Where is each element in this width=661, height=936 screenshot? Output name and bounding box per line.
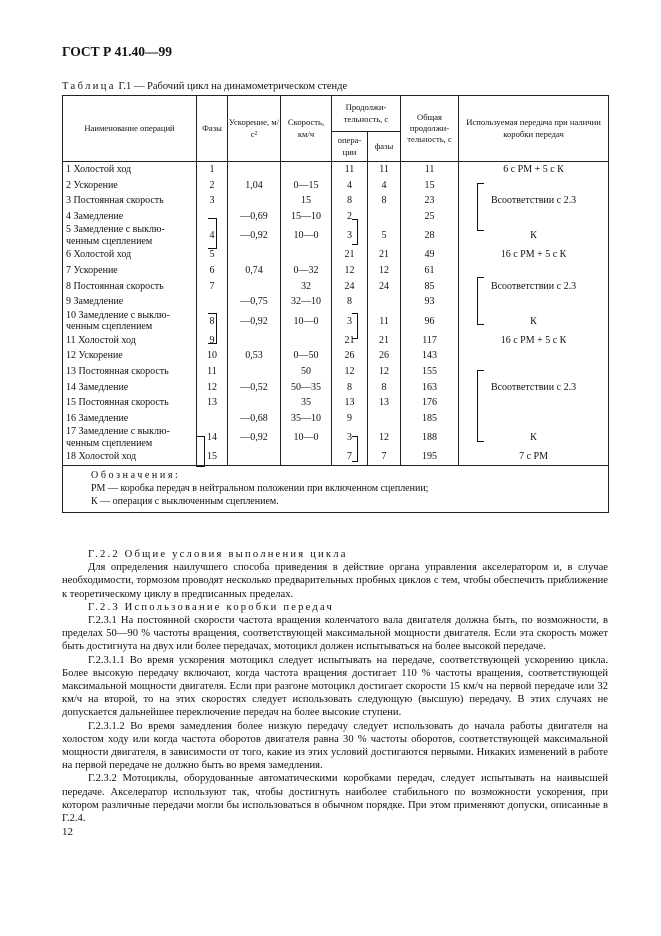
table-cell: 3 — [332, 224, 368, 247]
table-cell: 5 — [368, 224, 401, 247]
table-cell — [459, 348, 609, 364]
table-cell: 0,53 — [228, 348, 281, 364]
table-cell: —0,92 — [228, 426, 281, 449]
table-cell: 195 — [401, 449, 459, 465]
table-cell: 7 Ускорение — [63, 263, 197, 279]
table-cell: 13 — [368, 395, 401, 411]
table-cell: 11 — [401, 162, 459, 178]
table-cell: Всоответствии с 2.3 — [459, 279, 609, 295]
table-cell: 4 — [197, 224, 228, 247]
table-row — [63, 449, 609, 465]
col-dur-op-header: опера-ции — [332, 132, 368, 162]
table-cell: —0,75 — [228, 294, 281, 310]
table-cell: К — [459, 426, 609, 449]
table-cell: 3 — [332, 426, 368, 449]
table-row — [63, 380, 609, 396]
table-cell: 13 Постоянная скорость — [63, 364, 197, 380]
table-cell: К — [459, 224, 609, 247]
table-cell: 8 — [332, 193, 368, 209]
table-cell: 12 — [197, 380, 228, 396]
table-cell: 2 — [332, 209, 368, 225]
table-row — [63, 178, 609, 194]
table-cell: 0,74 — [228, 263, 281, 279]
table-cell: К — [459, 310, 609, 333]
table-row — [63, 162, 609, 178]
table-cell: —0,68 — [228, 411, 281, 427]
gear-bracket-1 — [477, 183, 484, 231]
table-cell: 14 Замедление — [63, 380, 197, 396]
table-cell — [197, 294, 228, 310]
table-cell: 26 — [368, 348, 401, 364]
table-cell: 21 — [332, 247, 368, 263]
table-cell: 11 — [368, 162, 401, 178]
table-cell: 1,04 — [228, 178, 281, 194]
table-cell: —0,92 — [228, 224, 281, 247]
table-cell: 10—0 — [281, 224, 332, 247]
table-row — [63, 279, 609, 295]
col-total-header: Общая продолжи-тельность, с — [401, 96, 459, 162]
table-cell: 61 — [401, 263, 459, 279]
table-cell: —0,52 — [228, 380, 281, 396]
table-cell: —0,69 — [228, 209, 281, 225]
table-cell: 11 Холостой ход — [63, 333, 197, 349]
table-cell: 155 — [401, 364, 459, 380]
table-cell: 49 — [401, 247, 459, 263]
section-g2312: Г.2.3.1.2 Во время замедления более низкую передачу следует использовать до начала работы двигателя на холостом ходу или когда частота оборотов двигателя равна 30 % частоты оборотов, соответствующей максимальной мощности двигателя, в зависимости от того, какие из этих условий достигаются первыми. Никаких изменений в работе на первой передаче не должно быть во время замедления. — [62, 720, 608, 772]
table-row — [63, 193, 609, 209]
table-cell: 10—0 — [281, 426, 332, 449]
table-cell: 163 — [401, 380, 459, 396]
table-cell: 9 — [332, 411, 368, 427]
table-cell: —0,92 — [228, 310, 281, 333]
col-speed-header: Скорость, км/ч — [281, 96, 332, 162]
table-cell: 17 Замедление с выклю-ченным сцеплением — [63, 426, 197, 449]
section-g22 — [62, 548, 608, 825]
table-cell: 21 — [332, 333, 368, 349]
table-cell: 0—15 — [281, 178, 332, 194]
table-cell: 15 — [281, 193, 332, 209]
table-cell: 7 — [332, 449, 368, 465]
table-cell — [368, 294, 401, 310]
table-row — [63, 411, 609, 427]
table-cell: 8 — [368, 380, 401, 396]
table-cell: 12 — [332, 263, 368, 279]
table-row — [63, 333, 609, 349]
table-cell — [228, 395, 281, 411]
table-caption — [62, 81, 347, 92]
table-cell: 10 Замедление с выклю-ченным сцеплением — [63, 310, 197, 333]
table-row — [63, 348, 609, 364]
table-cell: 14 — [197, 426, 228, 449]
table-cell: 28 — [401, 224, 459, 247]
table-cell — [281, 162, 332, 178]
table-cell: 12 — [368, 364, 401, 380]
table-cell: 4 — [368, 178, 401, 194]
col-gear-header: Используемая передача при наличии коробки передач — [459, 96, 609, 162]
table-cell — [368, 411, 401, 427]
table-cell: 11 — [368, 310, 401, 333]
table-cell: 5 — [197, 247, 228, 263]
table-cell: 50—35 — [281, 380, 332, 396]
table-cell: 2 Ускорение — [63, 178, 197, 194]
table-row — [63, 426, 609, 449]
table-cell: 16 Замедление — [63, 411, 197, 427]
page-number: 12 — [62, 826, 73, 838]
table-notes — [63, 465, 609, 512]
table-cell: 96 — [401, 310, 459, 333]
table-cell: 5 Замедление с выклю-ченным сцеплением — [63, 224, 197, 247]
op-bracket-16 — [352, 436, 358, 462]
table-cell: 8 — [368, 193, 401, 209]
table-cell: 15 — [401, 178, 459, 194]
table-cell — [281, 449, 332, 465]
table-cell: 8 — [332, 294, 368, 310]
table-row — [63, 310, 609, 333]
table-cell: 16 с РМ + 5 с К — [459, 333, 609, 349]
table-cell: Всоответствии с 2.3 — [459, 380, 609, 396]
col-accel-header: Ускорение, м/с² — [228, 96, 281, 162]
table-row — [63, 224, 609, 247]
table-row — [63, 395, 609, 411]
table-cell: 8 Постоянная скорость — [63, 279, 197, 295]
table-cell: 21 — [368, 333, 401, 349]
phase-bracket-14 — [196, 436, 205, 467]
table-cell: 12 — [368, 426, 401, 449]
table-cell: 32—10 — [281, 294, 332, 310]
table-cell — [228, 279, 281, 295]
table-cell: 32 — [281, 279, 332, 295]
table-cell — [228, 162, 281, 178]
table-cell: 7 — [197, 279, 228, 295]
gear-bracket-2 — [477, 277, 484, 325]
gear-bracket-3 — [477, 370, 484, 442]
section-g232: Г.2.3.2 Мотоциклы, оборудованные автоматическими коробками передач, следует испытывать на наивысшей передаче. Акселератор используют так, чтобы достигнуть наиболее стабильного по возможности ускорения, при котором различные передачи могли бы использоваться в обычном порядке. При этом применяют допуски, описанные в Г.2.4. — [62, 773, 608, 825]
table-cell: 13 — [332, 395, 368, 411]
table-cell — [368, 209, 401, 225]
table-notes-row — [63, 465, 609, 512]
table-caption-label: Таблица — [62, 81, 116, 92]
table-cell — [281, 333, 332, 349]
table-cell: 11 — [332, 162, 368, 178]
table-cell: 12 Ускорение — [63, 348, 197, 364]
section-g231: Г.2.3.1 На постоянной скорости частота вращения коленчатого вала двигателя должна быть, по возможности, в пределах 50—90 % частоты вращения, соответствующей максимальной мощности двигателя. Если эта скорость может быть достигнута на двух или более передачах, мотоцикл должен испытываться на более высокой передаче. — [62, 615, 608, 653]
col-name-header: Наименование операций — [63, 96, 197, 162]
table-cell: 24 — [332, 279, 368, 295]
table-cell: 10 — [197, 348, 228, 364]
table-cell: 9 — [197, 333, 228, 349]
notes-title: Обозначения: — [91, 469, 181, 481]
table-cell: 1 Холостой ход — [63, 162, 197, 178]
section-g2311: Г.2.3.1.1 Во время ускорения мотоцикл следует испытывать на передаче, соответствующей ускорению цикла. Более высокую передачу включают, когда частота вращения достигает 110 % частоты вращения, соответствующей максимальной мощности двигателя. Если при разгоне мотоцикл достигает скорости 15 км/ч на первой передаче или 32 км/ч на второй, то на этих скоростях следует использовать следующую (высшую) передачу. В этих случаях не допускается дальнейшее переключение передач на более высокие ступени. — [62, 654, 608, 719]
table-cell: 26 — [332, 348, 368, 364]
col-phases-header: Фазы — [197, 96, 228, 162]
table-cell: 3 — [332, 310, 368, 333]
table-cell: 0—50 — [281, 348, 332, 364]
table-cell: 10—0 — [281, 310, 332, 333]
document-header: ГОСТ Р 41.40—99 — [62, 44, 173, 59]
section-g22-title: Г.2.2 Общие условия выполнения цикла — [88, 549, 348, 560]
table-cell: 6 Холостой ход — [63, 247, 197, 263]
table-cell: 9 Замедление — [63, 294, 197, 310]
table-cell — [228, 364, 281, 380]
table-cell: 4 — [332, 178, 368, 194]
table-cell: 2 — [197, 178, 228, 194]
col-dur-ph-header: фазы — [368, 132, 401, 162]
table-row — [63, 364, 609, 380]
section-g22-text: Для определения наилучшего способа приведения в действие органа управления акселератором и, в случае необходимости, тормозом проводят несколько предварительных пробных циклов с тем, чтобы обеспечить приближение к теоретическому циклу в предписанных пределах. — [62, 562, 608, 600]
table-cell: 85 — [401, 279, 459, 295]
op-bracket-9 — [352, 313, 358, 339]
table-cell: 16 с РМ + 5 с К — [459, 247, 609, 263]
table-cell — [281, 247, 332, 263]
table-row — [63, 294, 609, 310]
section-g23-title: Г.2.3 Использование коробки передач — [88, 601, 335, 613]
table-cell: 12 — [332, 364, 368, 380]
table-cell — [197, 411, 228, 427]
table-cell: 176 — [401, 395, 459, 411]
table-cell: 24 — [368, 279, 401, 295]
table-cell: 35 — [281, 395, 332, 411]
phase-bracket-4 — [208, 218, 217, 249]
table-cell: 18 Холостой ход — [63, 449, 197, 465]
table-cell — [228, 247, 281, 263]
table-cell: 35—10 — [281, 411, 332, 427]
table-cell: 13 — [197, 395, 228, 411]
table-cell: 93 — [401, 294, 459, 310]
table-cell: Всоответствии с 2.3 — [459, 193, 609, 209]
table-cell — [228, 193, 281, 209]
table-cell: 6 — [197, 263, 228, 279]
table-cell: 23 — [401, 193, 459, 209]
table-cell: 1 — [197, 162, 228, 178]
table-cell: 7 с РМ — [459, 449, 609, 465]
table-cell: 0—32 — [281, 263, 332, 279]
table-caption-text: Г.1 — Рабочий цикл на динамометрическом стенде — [118, 81, 348, 92]
table-cell: 3 — [197, 193, 228, 209]
table-cell: 15—10 — [281, 209, 332, 225]
table-row — [63, 247, 609, 263]
col-duration-header: Продолжи-тельность, с — [332, 96, 401, 132]
work-cycle-table — [62, 95, 609, 513]
table-cell: 143 — [401, 348, 459, 364]
table-cell: 25 — [401, 209, 459, 225]
table-cell: 188 — [401, 426, 459, 449]
op-bracket-4 — [352, 219, 358, 245]
table-cell: 4 Замедление — [63, 209, 197, 225]
table-cell: 11 — [197, 364, 228, 380]
table-cell: 6 с РМ + 5 с К — [459, 162, 609, 178]
table-cell — [228, 449, 281, 465]
table-cell: 21 — [368, 247, 401, 263]
table-cell: 15 — [197, 449, 228, 465]
table-row — [63, 209, 609, 225]
table-cell — [228, 333, 281, 349]
table-cell: 7 — [368, 449, 401, 465]
table-cell: 15 Постоянная скорость — [63, 395, 197, 411]
note-k: К — операция с выключенным сцеплением. — [91, 495, 279, 507]
table-cell: 117 — [401, 333, 459, 349]
table-cell: 50 — [281, 364, 332, 380]
phase-bracket-8 — [208, 313, 217, 344]
table-cell: 12 — [368, 263, 401, 279]
table-cell: 8 — [197, 310, 228, 333]
table-row — [63, 263, 609, 279]
table-cell: 3 Постоянная скорость — [63, 193, 197, 209]
table-cell: 185 — [401, 411, 459, 427]
note-pm: РМ — коробка передач в нейтральном положении при включенном сцеплении; — [91, 482, 429, 494]
table-cell: 8 — [332, 380, 368, 396]
